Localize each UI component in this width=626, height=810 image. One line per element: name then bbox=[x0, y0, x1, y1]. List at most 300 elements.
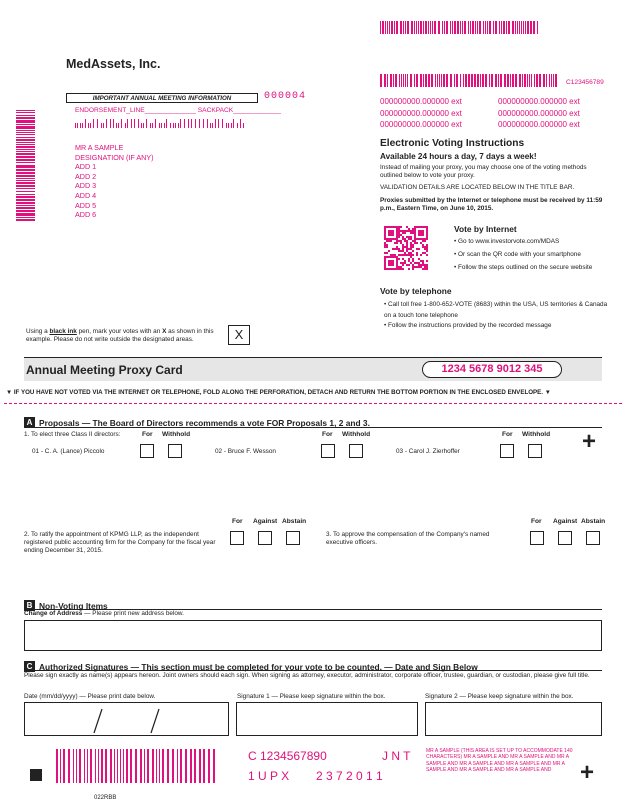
barcode-bar bbox=[442, 21, 443, 34]
barcode-bar bbox=[167, 749, 169, 783]
barcode-bar bbox=[73, 749, 74, 783]
barcode-bar bbox=[515, 74, 517, 87]
address-line: ADD 2 bbox=[75, 171, 97, 181]
barcode-bar bbox=[534, 74, 535, 87]
barcode-bar bbox=[203, 119, 204, 128]
proxy-number: 1234 5678 9012 345 bbox=[422, 361, 562, 378]
barcode-bar bbox=[551, 74, 552, 87]
barcode-bar bbox=[426, 74, 427, 87]
barcode-bar bbox=[414, 74, 415, 87]
date-field[interactable] bbox=[24, 702, 229, 736]
barcode-bar bbox=[134, 119, 135, 128]
barcode-bar bbox=[222, 119, 223, 128]
barcode-bar bbox=[110, 749, 112, 783]
barcode-bar bbox=[407, 74, 409, 87]
barcode-bar bbox=[474, 74, 476, 87]
mailing-address bbox=[75, 143, 154, 220]
barcode-bar bbox=[536, 74, 538, 87]
barcode-bar bbox=[512, 74, 513, 87]
barcode-bar bbox=[380, 21, 381, 34]
barcode-bar bbox=[68, 749, 70, 783]
barcode-bar bbox=[121, 119, 122, 128]
section-a-badge: A bbox=[24, 417, 35, 428]
barcode-bar bbox=[393, 74, 394, 87]
director-3-for-checkbox[interactable] bbox=[500, 444, 514, 458]
signature-instructions: Please sign exactly as name(s) appears hereon. Joint owners should each sign. When signing as attorney, executor, administrator, corporate officer, trustee, guardian, or custodian, please give full title. bbox=[24, 672, 590, 679]
barcode-bar bbox=[382, 21, 384, 34]
barcode-bar bbox=[155, 119, 156, 128]
director-3-name: 03 - Carol J. Zierhoffer bbox=[396, 448, 460, 455]
barcode-bar bbox=[140, 749, 142, 783]
proposal-2-for-checkbox[interactable] bbox=[230, 531, 244, 545]
director-1-name: 01 - C. A. (Lance) Piccolo bbox=[32, 448, 105, 455]
footer-code-c: C 1234567890 bbox=[248, 749, 327, 763]
instr-post: as shown in this example. Please do not write outside the designated areas. bbox=[26, 328, 214, 344]
barcode-bar bbox=[482, 74, 484, 87]
barcode-bar bbox=[485, 74, 487, 87]
form-code: 022RBB bbox=[94, 795, 117, 801]
barcode-bar bbox=[472, 21, 474, 34]
barcode-bar bbox=[97, 119, 98, 128]
barcode-bar bbox=[385, 21, 386, 34]
evi-validation: VALIDATION DETAILS ARE LOCATED BELOW IN THE TITLE BAR. bbox=[380, 184, 575, 192]
barcode-bar bbox=[512, 21, 514, 34]
barcode-bar bbox=[144, 749, 145, 783]
barcode-bar bbox=[184, 119, 185, 128]
barcode-bar bbox=[194, 749, 196, 783]
barcode-bar bbox=[428, 74, 430, 87]
evi-subtitle: Available 24 hours a day, 7 days a week! bbox=[380, 152, 537, 161]
barcode-bar bbox=[468, 21, 469, 34]
barcode-bar bbox=[16, 144, 35, 146]
barcode-bar bbox=[443, 74, 444, 87]
instr-pre: Using a bbox=[26, 328, 50, 335]
barcode-bar bbox=[208, 749, 210, 783]
barcode-bar bbox=[240, 119, 241, 128]
barcode-bar bbox=[218, 119, 219, 128]
address-line: ADD 6 bbox=[75, 210, 97, 220]
ext-code: 000000000.000000 ext bbox=[498, 108, 580, 118]
barcode-bar bbox=[56, 749, 58, 783]
barcode-bar bbox=[531, 74, 533, 87]
proposal-3-text: 3. To approve the compensation of the Company's named executive officers. bbox=[326, 531, 490, 547]
address-line: ADD 5 bbox=[75, 200, 97, 210]
signature-2-field[interactable] bbox=[425, 702, 602, 736]
p3-abstain-header: Abstain bbox=[581, 518, 606, 525]
barcode-bar bbox=[549, 74, 550, 87]
card-title-bar bbox=[24, 357, 602, 381]
section-c-rule bbox=[24, 670, 602, 671]
instr-mid: pen, mark your votes with an bbox=[76, 328, 163, 335]
barcode-bar bbox=[495, 74, 496, 87]
barcode-bar bbox=[90, 749, 92, 783]
instr-ink: black ink bbox=[49, 328, 77, 335]
section-c-title: Authorized Signatures — This section must be completed for your vote to be counted. — Date and Sign Below bbox=[39, 661, 478, 672]
for-header-3: For bbox=[502, 431, 513, 438]
electronic-voting-instructions bbox=[380, 138, 610, 213]
barcode-bar bbox=[527, 74, 528, 87]
barcode-bar bbox=[423, 21, 424, 34]
barcode-bar bbox=[131, 119, 132, 128]
barcode-bar bbox=[16, 210, 35, 212]
barcode-bar bbox=[428, 21, 429, 34]
barcode-bar bbox=[127, 119, 128, 128]
side-barcode bbox=[16, 110, 35, 222]
barcode-bar bbox=[400, 21, 402, 34]
change-of-address-label bbox=[24, 610, 184, 618]
barcode-bar bbox=[384, 74, 386, 87]
barcode-bar bbox=[113, 119, 114, 128]
barcode-bar bbox=[439, 74, 440, 87]
barcode-bar bbox=[513, 74, 514, 87]
barcode-bar bbox=[159, 749, 160, 783]
barcode-bar bbox=[462, 21, 463, 34]
proposal-3-for-checkbox[interactable] bbox=[530, 531, 544, 545]
barcode-bar bbox=[500, 74, 502, 87]
barcode-bar bbox=[425, 21, 427, 34]
barcode-bar bbox=[162, 749, 164, 783]
barcode-bar bbox=[98, 749, 99, 783]
barcode-bar bbox=[506, 21, 507, 34]
barcode-bar bbox=[16, 166, 35, 168]
barcode-bar bbox=[16, 213, 35, 215]
barcode-bar bbox=[110, 119, 111, 128]
barcode-bar bbox=[487, 21, 488, 34]
barcode-bar bbox=[16, 220, 35, 221]
barcode-bar bbox=[441, 74, 442, 87]
marking-instructions bbox=[26, 328, 222, 344]
barcode-bar bbox=[380, 74, 382, 87]
barcode-bar bbox=[523, 21, 524, 34]
section-a-title: Proposals — The Board of Directors recommends a vote FOR Proposals 1, 2 and 3. bbox=[39, 417, 370, 428]
phone-title: Vote by telephone bbox=[380, 286, 452, 296]
director-2-name: 02 - Bruce F. Wesson bbox=[215, 448, 276, 455]
barcode-bar bbox=[411, 21, 413, 34]
barcode-bar bbox=[454, 21, 456, 34]
postal-barcode bbox=[75, 119, 245, 128]
barcode-bar bbox=[190, 749, 192, 783]
barcode-bar bbox=[135, 749, 137, 783]
footer-code-upx: 1 U P X bbox=[248, 769, 290, 783]
barcode-bar bbox=[533, 21, 535, 34]
barcode-bar bbox=[460, 74, 462, 87]
barcode-bar bbox=[152, 749, 154, 783]
barcode-bar bbox=[16, 159, 35, 161]
barcode-bar bbox=[172, 749, 174, 783]
barcode-bar bbox=[480, 74, 481, 87]
barcode-bar bbox=[431, 74, 433, 87]
barcode-bar bbox=[530, 21, 532, 34]
barcode-bar bbox=[489, 74, 490, 87]
address-line: DESIGNATION (IF ANY) bbox=[75, 152, 154, 162]
barcode-bar bbox=[16, 162, 35, 164]
ext-code: 000000000.000000 ext bbox=[380, 120, 462, 129]
change-label-hint: — Please print new address below. bbox=[82, 610, 184, 617]
company-name: MedAssets, Inc. bbox=[66, 57, 161, 71]
barcode-bar bbox=[430, 21, 431, 34]
signature-1-label: Signature 1 — Please keep signature within the box. bbox=[237, 693, 386, 700]
barcode-bar bbox=[498, 74, 499, 87]
evi-intro: Instead of mailing your proxy, you may choose one of the voting methods outlined below to vote your proxy. bbox=[380, 164, 587, 180]
for-header-2: For bbox=[322, 431, 333, 438]
barcode-bar bbox=[391, 21, 393, 34]
barcode-bar bbox=[410, 74, 412, 87]
director-1-withhold-checkbox[interactable] bbox=[168, 444, 182, 458]
barcode-bar bbox=[537, 21, 538, 34]
barcode-bar bbox=[435, 74, 436, 87]
barcode-bar bbox=[191, 119, 192, 128]
barcode-bar bbox=[16, 191, 35, 193]
footer-plus-icon: + bbox=[580, 759, 595, 786]
section-c-badge: C bbox=[24, 661, 35, 672]
proposal-2-against-checkbox[interactable] bbox=[258, 531, 272, 545]
barcode-bar bbox=[177, 749, 178, 783]
perforation-line bbox=[4, 403, 622, 404]
ext-code: 000000000.000000 ext bbox=[380, 97, 462, 106]
address-line: MR A SAMPLE bbox=[75, 143, 124, 152]
barcode-bar bbox=[16, 120, 35, 122]
barcode-bar bbox=[114, 749, 115, 783]
barcode-bar bbox=[16, 112, 35, 114]
registration-square-icon bbox=[30, 769, 42, 781]
section-b-badge: B bbox=[24, 600, 35, 611]
change-of-address-field[interactable] bbox=[24, 620, 602, 651]
barcode-bar bbox=[503, 21, 505, 34]
barcode-bar bbox=[508, 21, 510, 34]
barcode-bar bbox=[470, 21, 471, 34]
p2-against-header: Against bbox=[253, 518, 278, 525]
barcode-bar bbox=[407, 21, 409, 34]
barcode-bar bbox=[485, 21, 486, 34]
barcode-bar bbox=[395, 74, 397, 87]
barcode-bar bbox=[403, 74, 404, 87]
barcode-bar bbox=[399, 74, 400, 87]
barcode-bar bbox=[146, 119, 147, 128]
barcode-bar bbox=[16, 172, 35, 174]
barcode-bar bbox=[215, 119, 216, 128]
withhold-header-1: Withhold bbox=[162, 431, 191, 438]
endorsement-line: ENDORSEMENT_LINE______________ SACKPACK_____________ bbox=[75, 107, 281, 114]
p3-for-header: For bbox=[531, 518, 542, 525]
internet-bullet-1: • Go to www.investorvote.com/MDAS bbox=[454, 238, 560, 245]
barcode-bar bbox=[130, 749, 132, 783]
barcode-bar bbox=[105, 749, 107, 783]
barcode-bar bbox=[213, 749, 215, 783]
barcode-bar bbox=[416, 21, 417, 34]
proposal-3-against-checkbox[interactable] bbox=[558, 531, 572, 545]
footer-sample-text: MR A SAMPLE (THIS AREA IS SET UP TO ACCOMMODATE 140 CHARACTERS) MR A SAMPLE AND MR A SAMPLE AND MR A SAMPLE AND MR A SAMPLE AND MR A SAMPLE AND MR A SAMPLE AND MR A SAMPLE AND MR A SAMPLE AND bbox=[426, 748, 573, 774]
director-2-withhold-checkbox[interactable] bbox=[349, 444, 363, 458]
barcode-bar bbox=[457, 21, 459, 34]
barcode-bar bbox=[420, 21, 422, 34]
barcode-bar bbox=[84, 749, 85, 783]
barcode-bar bbox=[454, 74, 455, 87]
proposal-2-abstain-checkbox[interactable] bbox=[286, 531, 300, 545]
barcode-bar bbox=[16, 185, 35, 187]
barcode-bar bbox=[76, 749, 77, 783]
barcode-bar bbox=[16, 137, 35, 139]
barcode-bar bbox=[387, 21, 388, 34]
barcode-bar bbox=[491, 74, 493, 87]
barcode-bar bbox=[387, 74, 389, 87]
footer-barcode bbox=[56, 749, 226, 783]
barcode-bar bbox=[389, 21, 390, 34]
barcode-bar bbox=[188, 119, 189, 128]
director-3-withhold-checkbox[interactable] bbox=[528, 444, 542, 458]
barcode-bar bbox=[87, 749, 88, 783]
barcode-bar bbox=[499, 21, 500, 34]
barcode-bar bbox=[394, 21, 395, 34]
registration-plus-icon: + bbox=[582, 428, 597, 455]
section-b-title: Non-Voting Items bbox=[39, 600, 108, 611]
barcode-bar bbox=[477, 74, 478, 87]
example-mark-box: X bbox=[228, 325, 250, 345]
withhold-header-3: Withhold bbox=[522, 431, 551, 438]
barcode-bar bbox=[101, 749, 103, 783]
ext-code: 000000000.000000 ext bbox=[380, 108, 462, 118]
address-line: ADD 4 bbox=[75, 190, 97, 200]
instr-x: X bbox=[162, 328, 167, 335]
barcode-bar bbox=[16, 194, 35, 196]
barcode-bar bbox=[546, 74, 548, 87]
ext-codes bbox=[380, 97, 620, 131]
barcode-bar bbox=[79, 749, 81, 783]
barcode-bar bbox=[166, 119, 167, 128]
barcode-bar bbox=[138, 119, 139, 128]
phone-bullet-1: • Call toll free 1-800-652-VOTE (8683) within the USA, US territories & Canada on a touch tone telephone bbox=[384, 301, 608, 319]
barcode-bar bbox=[519, 74, 521, 87]
barcode-bar bbox=[527, 21, 529, 34]
barcode-bar bbox=[463, 74, 464, 87]
barcode-bar bbox=[425, 74, 426, 87]
phone-bullet-2: • Follow the instructions provided by the recorded message bbox=[384, 322, 552, 329]
barcode-bar bbox=[460, 21, 461, 34]
barcode-bar bbox=[16, 127, 35, 129]
barcode-bar bbox=[543, 74, 545, 87]
barcode-bar bbox=[147, 749, 149, 783]
barcode-bar bbox=[180, 749, 182, 783]
barcode-bar bbox=[475, 21, 476, 34]
barcode-bar bbox=[180, 119, 181, 128]
barcode-bar bbox=[203, 749, 205, 783]
barcode-bar bbox=[539, 74, 541, 87]
control-barcode bbox=[380, 74, 558, 87]
barcode-bar bbox=[522, 74, 523, 87]
barcode-bar bbox=[524, 74, 526, 87]
qr-code-icon bbox=[384, 226, 428, 270]
director-2-for-checkbox[interactable] bbox=[321, 444, 335, 458]
barcode-bar bbox=[418, 21, 419, 34]
vote-by-telephone bbox=[380, 286, 610, 330]
barcode-bar bbox=[479, 21, 481, 34]
barcode-bar bbox=[60, 749, 61, 783]
barcode-bar bbox=[63, 749, 65, 783]
barcode-bar bbox=[207, 119, 208, 128]
for-header-1: For bbox=[142, 431, 153, 438]
barcode-bar bbox=[515, 21, 516, 34]
barcode-bar bbox=[477, 21, 478, 34]
barcode-bar bbox=[501, 21, 502, 34]
barcode-bar bbox=[507, 74, 509, 87]
barcode-bar bbox=[483, 21, 484, 34]
barcode-bar bbox=[95, 749, 96, 783]
barcode-bar bbox=[478, 74, 479, 87]
barcode-bar bbox=[450, 21, 451, 34]
control-code: C123456789 bbox=[566, 79, 604, 86]
barcode-bar bbox=[16, 196, 35, 198]
vote-by-internet bbox=[454, 224, 624, 273]
barcode-bar bbox=[493, 21, 494, 34]
barcode-bar bbox=[401, 74, 402, 87]
internet-title: Vote by Internet bbox=[454, 224, 517, 234]
barcode-bar bbox=[405, 74, 406, 87]
barcode-bar bbox=[106, 119, 107, 128]
barcode-bar bbox=[403, 21, 404, 34]
date-label: Date (mm/dd/yyyy) — Please print date below. bbox=[24, 693, 156, 700]
barcode-bar bbox=[93, 119, 94, 128]
barcode-bar bbox=[85, 119, 86, 128]
barcode-bar bbox=[444, 21, 445, 34]
director-1-for-checkbox[interactable] bbox=[140, 444, 154, 458]
barcode-bar bbox=[16, 202, 35, 204]
barcode-bar bbox=[16, 188, 35, 190]
signature-1-field[interactable] bbox=[236, 702, 418, 736]
barcode-bar bbox=[16, 182, 35, 184]
barcode-bar bbox=[444, 74, 445, 87]
footer-code-jnt: J N T bbox=[382, 749, 411, 763]
date-separator-icon bbox=[25, 703, 230, 737]
barcode-bar bbox=[434, 21, 436, 34]
barcode-bar bbox=[510, 74, 511, 87]
internet-bullet-3: • Follow the steps outlined on the secure website bbox=[454, 264, 593, 272]
barcode-bar bbox=[452, 21, 453, 34]
proposal-3-abstain-checkbox[interactable] bbox=[586, 531, 600, 545]
barcode-bar bbox=[405, 21, 406, 34]
fold-notice: ▼ IF YOU HAVE NOT VOTED VIA THE INTERNET OR TELEPHONE, FOLD ALONG THE PERFORATION, DETACH AND RETURN THE BOTTOM PORTION IN THE ENCLOSED ENVELOPE. ▼ bbox=[6, 389, 551, 396]
barcode-bar bbox=[16, 117, 35, 119]
barcode-bar bbox=[517, 21, 518, 34]
barcode-bar bbox=[16, 115, 35, 117]
p2-abstain-header: Abstain bbox=[282, 518, 307, 525]
barcode-bar bbox=[437, 74, 438, 87]
barcode-bar bbox=[16, 180, 35, 182]
evi-title: Electronic Voting Instructions bbox=[380, 138, 525, 149]
barcode-bar bbox=[456, 74, 458, 87]
ext-code: 000000000.000000 ext bbox=[498, 97, 580, 106]
barcode-bar bbox=[416, 74, 418, 87]
proposal-1-label: 1. To elect three Class II directors: bbox=[24, 431, 121, 438]
internet-bullet-2: • Or scan the QR code with your smartphone bbox=[454, 251, 581, 259]
barcode-bar bbox=[16, 175, 35, 177]
barcode-bar bbox=[432, 21, 433, 34]
barcode-bar bbox=[468, 74, 470, 87]
barcode-bar bbox=[519, 21, 520, 34]
signature-2-label: Signature 2 — Please keep signature within the box. bbox=[425, 693, 574, 700]
barcode-bar bbox=[117, 749, 118, 783]
barcode-bar bbox=[504, 74, 506, 87]
barcode-bar bbox=[199, 119, 200, 128]
barcode-bar bbox=[420, 74, 422, 87]
barcode-bar bbox=[496, 74, 497, 87]
top-barcode bbox=[380, 21, 540, 34]
barcode-bar bbox=[489, 21, 491, 34]
barcode-bar bbox=[450, 74, 452, 87]
barcode-bar bbox=[16, 139, 35, 141]
barcode-bar bbox=[465, 74, 467, 87]
withhold-header-2: Withhold bbox=[342, 431, 371, 438]
barcode-bar bbox=[16, 134, 35, 136]
barcode-bar bbox=[16, 169, 35, 171]
